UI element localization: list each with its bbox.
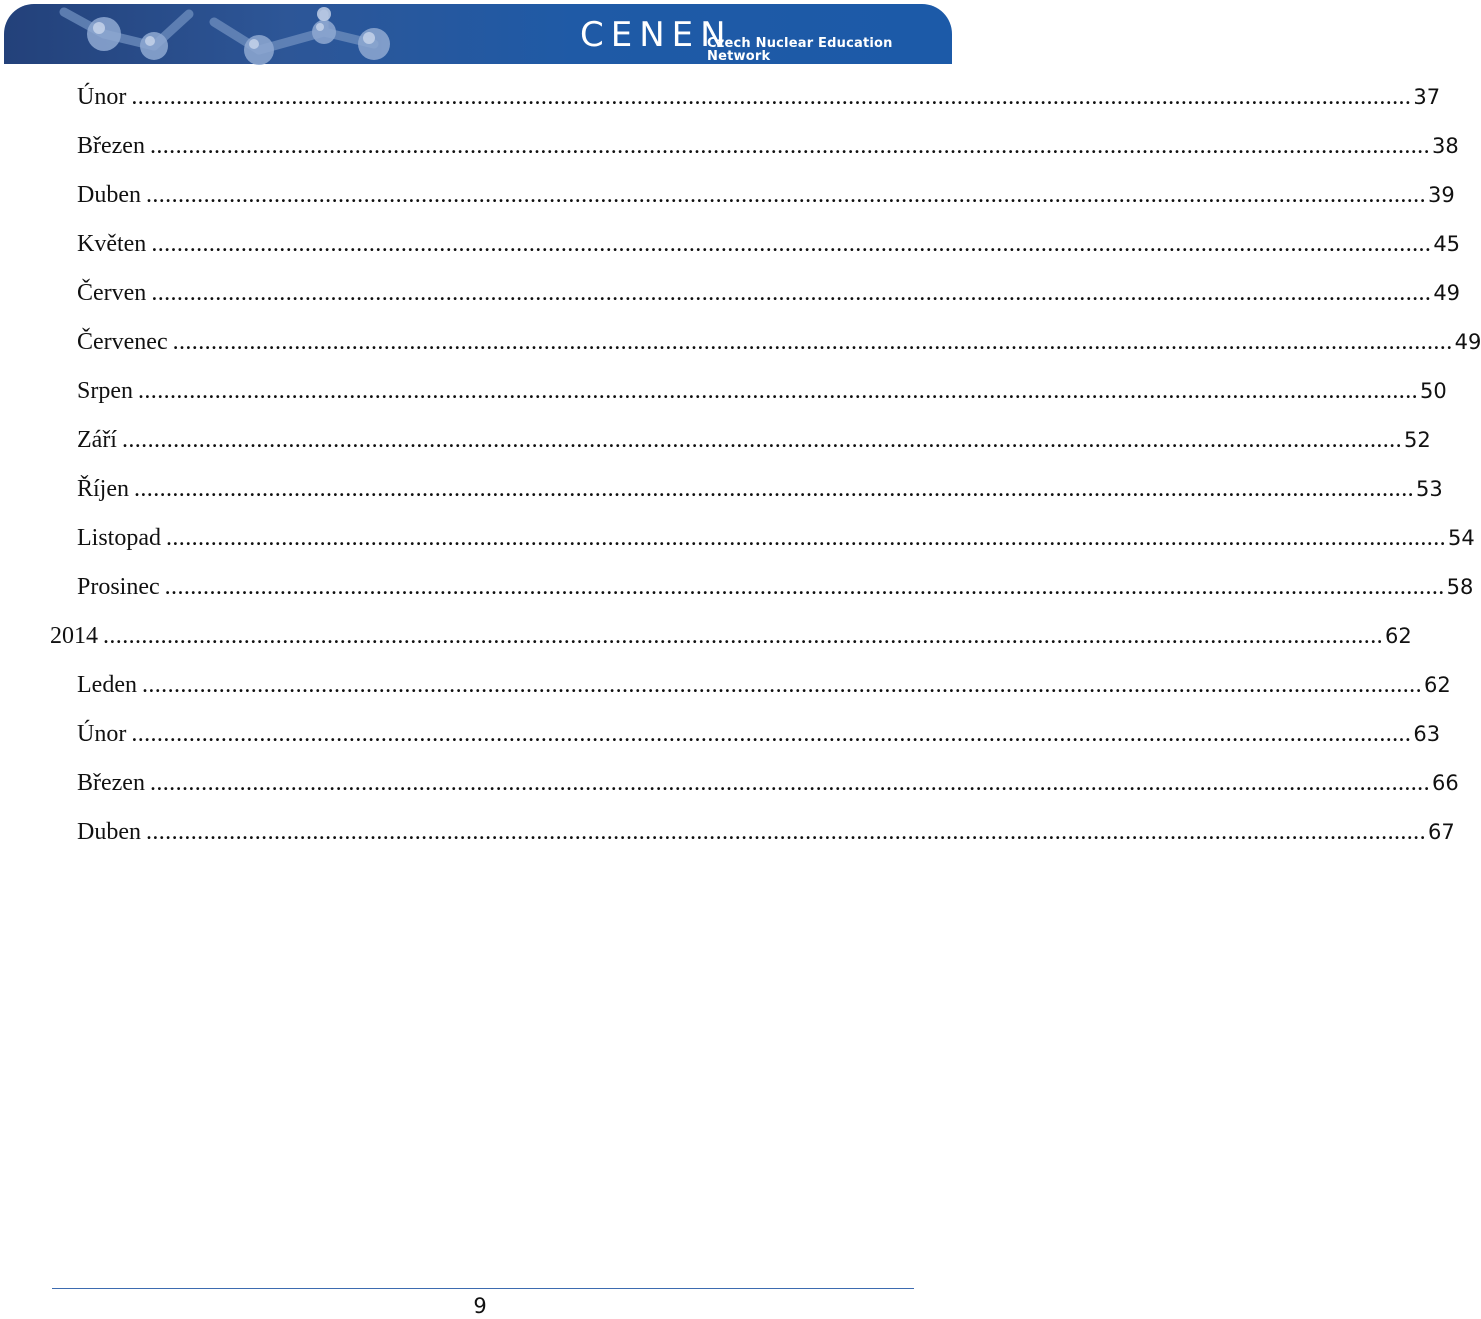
toc-entry-label: Srpen: [77, 378, 133, 404]
toc-entry[interactable]: [77, 768, 1459, 798]
toc-entry[interactable]: [77, 670, 1451, 700]
toc-entry-page: 63: [1413, 722, 1441, 746]
toc-entry-page: 39: [1427, 183, 1455, 207]
toc-entry[interactable]: [77, 180, 1455, 210]
toc-entry[interactable]: [77, 278, 1461, 308]
toc-entry-label: Prosinec: [77, 574, 160, 600]
toc-leader: ........................................................................................................................................................................................................: [138, 378, 1418, 404]
toc-entry-page: 45: [1433, 232, 1461, 256]
toc-entry-label: 2014: [50, 623, 98, 649]
toc-entry-label: Duben: [77, 182, 141, 208]
toc-leader: ........................................................................................................................................................................................................: [103, 623, 1383, 649]
toc-entry-page: 67: [1427, 820, 1455, 844]
toc-entry-page: 38: [1431, 134, 1459, 158]
toc-entry-page: 49: [1433, 281, 1461, 305]
toc-entry[interactable]: [77, 131, 1459, 161]
toc-entry-label: Září: [77, 427, 117, 453]
toc-entry[interactable]: [77, 376, 1447, 406]
toc-entry-page: 49: [1454, 330, 1481, 354]
page-number: 9: [473, 1294, 487, 1318]
toc-leader: ........................................................................................................................................................................................................: [145, 819, 1426, 845]
brand-tagline: Czech Nuclear Education Network: [707, 36, 893, 64]
toc-leader: ........................................................................................................................................................................................................: [166, 525, 1446, 551]
toc-entry-label: Březen: [77, 770, 145, 796]
toc-leader: ........................................................................................................................................................................................................: [151, 280, 1432, 306]
brand-logo-text: CENEN: [580, 15, 733, 55]
toc-entry-label: Květen: [77, 231, 147, 257]
toc-entry-label: Březen: [77, 133, 145, 159]
toc-entry-label: Únor: [77, 721, 127, 747]
toc-entry[interactable]: [77, 523, 1475, 553]
toc-leader: ........................................................................................................................................................................................................: [151, 231, 1432, 257]
toc-entry-label: Leden: [77, 672, 137, 698]
toc-entry-page: 62: [1385, 624, 1412, 648]
toc-entry-page: 50: [1420, 379, 1447, 403]
toc-entry-page: 58: [1446, 575, 1474, 599]
toc-leader: ........................................................................................................................................................................................................: [149, 770, 1430, 796]
toc-leader: ........................................................................................................................................................................................................: [141, 672, 1422, 698]
toc-entry[interactable]: [77, 474, 1443, 504]
toc-entry-page: 66: [1431, 771, 1459, 795]
toc-leader: ........................................................................................................................................................................................................: [131, 721, 1412, 747]
toc-entry-page: 52: [1403, 428, 1431, 452]
toc-entry-label: Duben: [77, 819, 141, 845]
toc-entry[interactable]: [77, 425, 1431, 455]
page-header: [4, 4, 952, 64]
toc-entry[interactable]: [77, 229, 1461, 259]
toc-leader: ........................................................................................................................................................................................................: [134, 476, 1414, 502]
toc-leader: ........................................................................................................................................................................................................: [164, 574, 1445, 600]
toc-leader: ........................................................................................................................................................................................................: [149, 133, 1430, 159]
toc-entry-label: Červenec: [77, 329, 168, 355]
toc-leader: ........................................................................................................................................................................................................: [131, 84, 1412, 110]
molecule-icon: [4, 4, 424, 64]
toc-entry[interactable]: [77, 719, 1441, 749]
toc-entry-page: 53: [1416, 477, 1443, 501]
toc-entry-page: 37: [1413, 85, 1441, 109]
toc-entry[interactable]: [77, 572, 1474, 602]
toc-leader: ........................................................................................................................................................................................................: [172, 329, 1453, 355]
toc-leader: ........................................................................................................................................................................................................: [121, 427, 1402, 453]
toc-entry-page: 62: [1423, 673, 1451, 697]
toc-entry-section[interactable]: [50, 621, 1412, 651]
toc-entry[interactable]: [77, 327, 1481, 357]
toc-entry-page: 54: [1448, 526, 1475, 550]
toc-entry-label: Listopad: [77, 525, 161, 551]
toc-entry[interactable]: [77, 817, 1455, 847]
toc-entry-label: Říjen: [77, 476, 129, 502]
toc-entry-label: Červen: [77, 280, 147, 306]
toc-leader: ........................................................................................................................................................................................................: [145, 182, 1426, 208]
toc-entry[interactable]: [77, 82, 1441, 112]
footer-divider: [52, 1288, 914, 1289]
toc-entry-label: Únor: [77, 84, 127, 110]
